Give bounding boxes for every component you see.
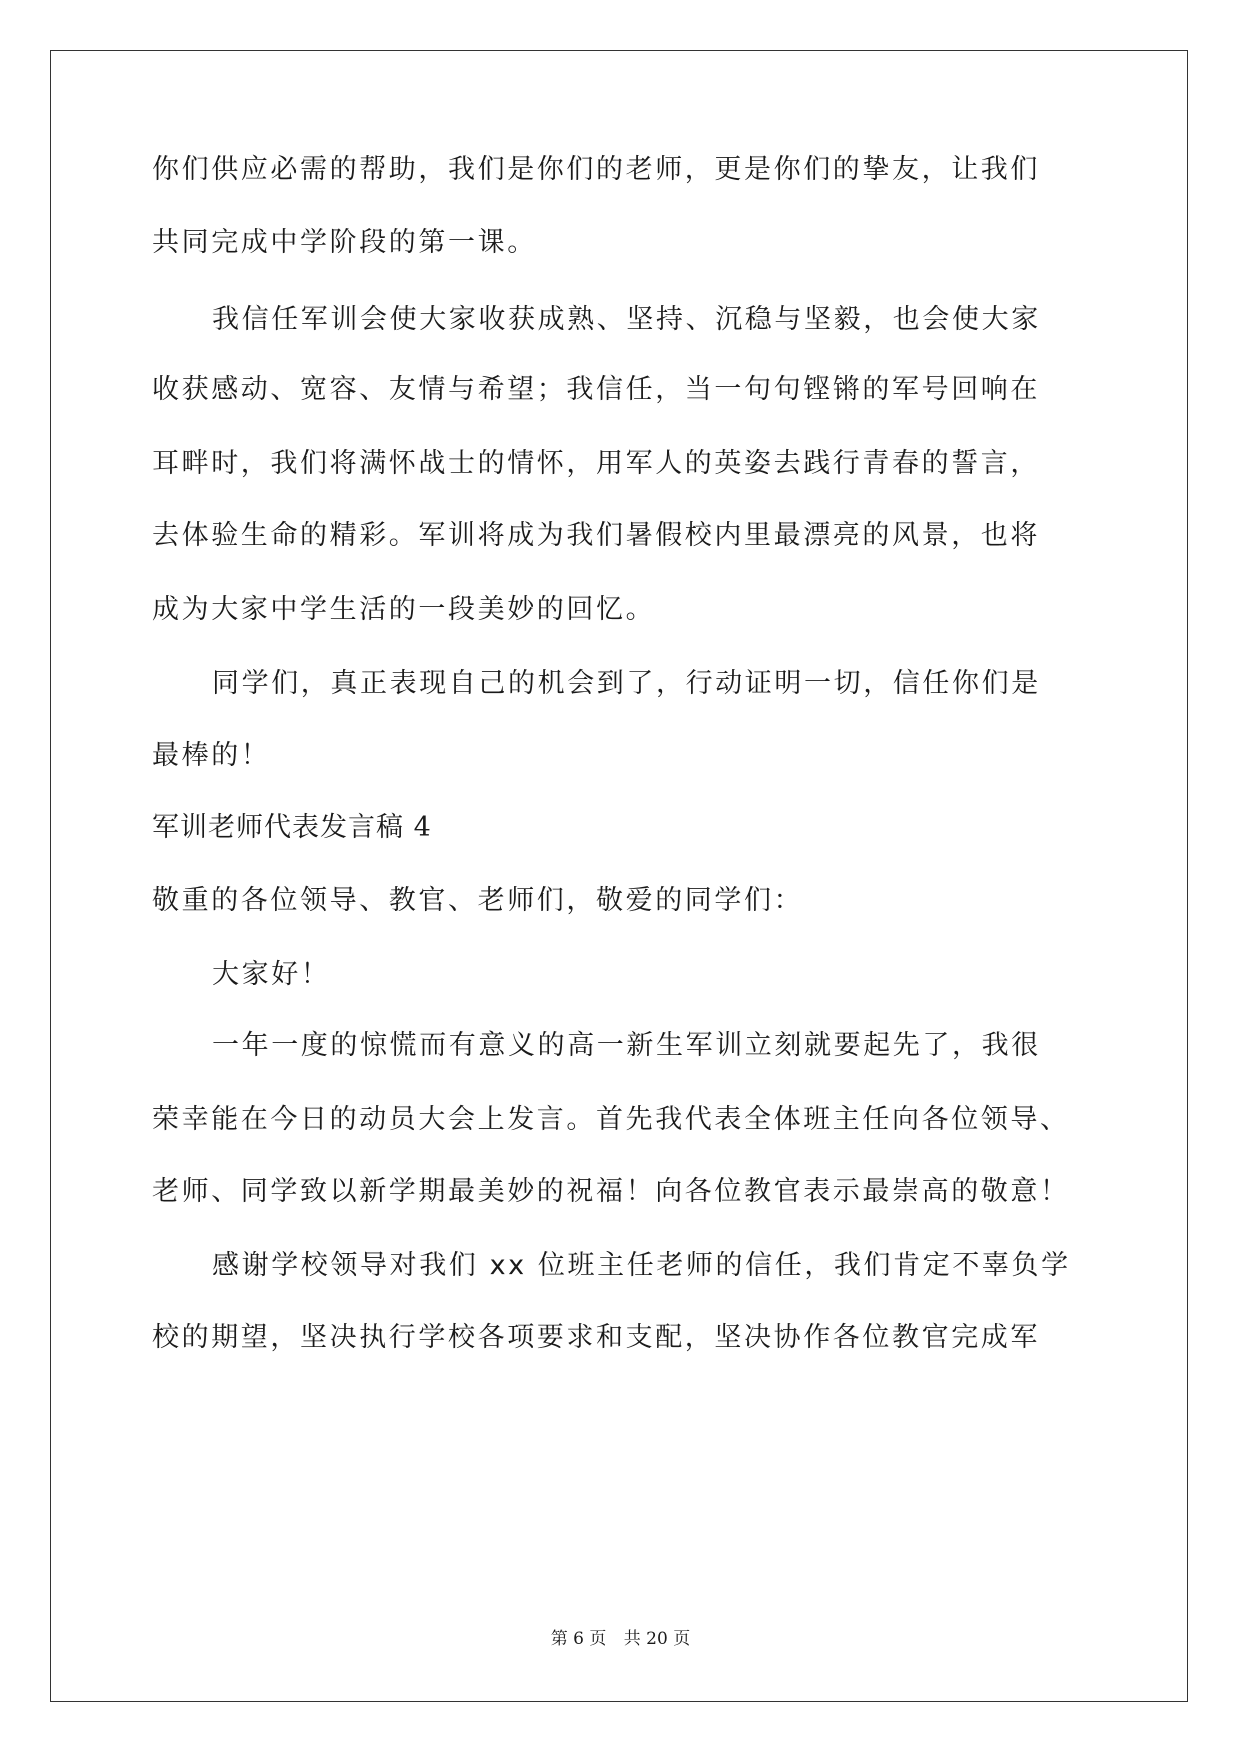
greeting: 大家好！ xyxy=(212,959,331,990)
text-line: 耳畔时，我们将满怀战士的情怀，用军人的英姿去践行青春的誓言， xyxy=(152,448,1040,479)
text-line: 同学们，真正表现自己的机会到了，行动证明一切，信任你们是 xyxy=(212,668,1041,699)
page-total: 共 20 页 xyxy=(623,1629,691,1649)
section-heading: 军训老师代表发言稿 4 xyxy=(152,812,432,843)
text-line: 感谢学校领导对我们 xx 位班主任老师的信任，我们肯定不辜负学 xyxy=(212,1250,1071,1281)
page-footer xyxy=(0,1624,1241,1649)
text-line: 共同完成中学阶段的第一课。 xyxy=(152,227,537,258)
text-line: 一年一度的惊慌而有意义的高一新生军训立刻就要起先了，我很 xyxy=(212,1030,1041,1061)
text-line: 最棒的！ xyxy=(152,740,271,771)
text-line: 荣幸能在今日的动员大会上发言。首先我代表全体班主任向各位领导、 xyxy=(152,1104,1070,1135)
text-line: 去体验生命的精彩。军训将成为我们暑假校内里最漂亮的风景，也将 xyxy=(152,520,1040,551)
page-border xyxy=(50,50,1188,1702)
text-line: 校的期望，坚决执行学校各项要求和支配，坚决协作各位教官完成军 xyxy=(152,1322,1040,1353)
text-line: 成为大家中学生活的一段美妙的回忆。 xyxy=(152,594,656,625)
text-line: 你们供应必需的帮助，我们是你们的老师，更是你们的挚友，让我们 xyxy=(152,154,1040,185)
text-line: 我信任军训会使大家收获成熟、坚持、沉稳与坚毅，也会使大家 xyxy=(212,304,1041,335)
text-line: 收获感动、宽容、友情与希望；我信任，当一句句铿锵的军号回响在 xyxy=(152,374,1040,405)
text-line: 老师、同学致以新学期最美妙的祝福！向各位教官表示最崇高的敬意！ xyxy=(152,1176,1070,1207)
salutation: 敬重的各位领导、教官、老师们，敬爱的同学们： xyxy=(152,885,804,916)
page-number: 第 6 页 xyxy=(550,1629,607,1649)
